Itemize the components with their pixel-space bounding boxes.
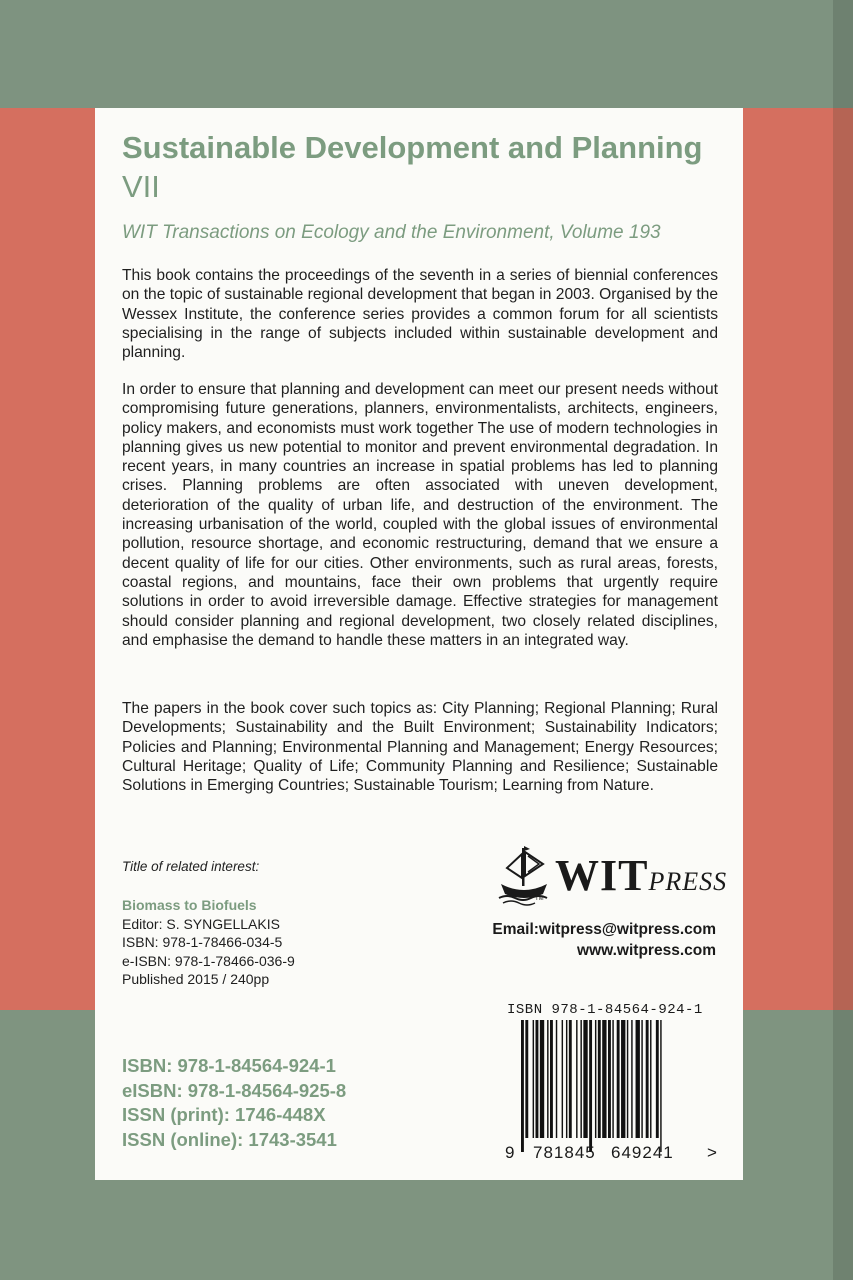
barcode-bar: [608, 1020, 611, 1138]
related-isbn: ISBN: 978-1-78466-034-5: [122, 934, 283, 950]
isbn-barcode: [493, 1002, 725, 1174]
barcode-bar: [533, 1020, 534, 1138]
barcode-bar: [589, 1020, 592, 1152]
barcode-bar: [547, 1020, 548, 1138]
publisher-website: www.witpress.com: [577, 941, 716, 959]
barcode-bar: [617, 1020, 620, 1138]
related-book-title: Biomass to Biofuels: [122, 897, 257, 913]
barcode-bar: [641, 1020, 642, 1138]
barcode-bar: [612, 1020, 613, 1138]
barcode-bar: [621, 1020, 625, 1138]
barcode-bar: [650, 1020, 651, 1138]
barcode-bars: [521, 1020, 697, 1152]
barcode-bar: [550, 1020, 553, 1138]
spine-edge: [833, 0, 853, 1280]
barcode-bar: [566, 1020, 567, 1138]
related-title-block: [122, 896, 295, 989]
barcode-bar: [627, 1020, 628, 1138]
barcode-bar: [525, 1020, 528, 1138]
barcode-bar: [598, 1020, 601, 1138]
description-paragraph-1: This book contains the proceedings of the seventh in a series of biennial conferences on the topic of sustainable regional development that began in 2003. Organised by the Wessex Institute, the conference series provides a common forum for all scientists specialising in the range of subjects included within sustainable development and planning.: [122, 267, 718, 362]
book-isbn: ISBN: 978-1-84564-924-1: [122, 1055, 336, 1076]
barcode-bar: [656, 1020, 659, 1138]
barcode-bar: [569, 1020, 572, 1138]
barcode-quiet-mark: >: [707, 1143, 717, 1162]
barcode-bar: [646, 1020, 649, 1138]
barcode-bar: [562, 1020, 563, 1138]
logo-press: PRESS: [648, 867, 728, 896]
publisher-email: Email:witpress@witpress.com: [492, 921, 716, 938]
book-issn-online: ISSN (online): 1743-3541: [122, 1128, 337, 1150]
barcode-bar: [540, 1020, 544, 1138]
barcode-bar: [636, 1020, 640, 1138]
related-editor: Editor: S. SYNGELLAKIS: [122, 915, 280, 932]
ship-icon: [495, 844, 553, 906]
book-subtitle: WIT Transactions on Ecology and the Environment, Volume 193: [122, 222, 661, 243]
barcode-digits-left: 781845: [533, 1143, 596, 1162]
back-cover-panel: [95, 108, 743, 1180]
logo-wordmark: [555, 850, 727, 901]
barcode-bar: [556, 1020, 557, 1138]
book-eisbn: eISBN: 978-1-84564-925-8: [122, 1079, 347, 1101]
barcode-bar: [631, 1020, 632, 1138]
related-eisbn: e-ISBN: 978-1-78466-036-9: [122, 952, 295, 969]
barcode-bar: [595, 1020, 596, 1138]
barcode-bar: [583, 1020, 587, 1138]
barcode-digits-right: 649241: [611, 1143, 674, 1162]
book-title: [122, 128, 722, 206]
description-paragraph-2: In order to ensure that planning and development can meet our present needs without compromising future generations, planners, environmentalists, architects, engineers, policy makers, and economists must work together The use of modern technologies in planning gives us new potential to monitor and prevent environmental degradation. In recent years, in many countries an increase in spatial problems has led to planning crises. Planning problems are often associated with uneven development, deterioration of the quality of urban life, and destruction of the environment. The increasing urbanisation of the world, coupled with the global issues of environmental pollution, resource shortage, and economic restructuring, demand that we ensure a decent quality of life for our cities. Other environments, such as rural areas, forests, coastal regions, and mountains, face their own problems that urgently require solutions in order to avoid irreversible damage. Effective strategies for management should consider planning and regional development, two closely related disciplines, and emphasise the demand to handle these matters in an integrated way.: [122, 381, 718, 649]
barcode-bar: [521, 1020, 524, 1152]
logo-trademark: TM: [535, 896, 544, 902]
barcode-bar: [576, 1020, 577, 1138]
book-issn-print: ISSN (print): 1746-448X: [122, 1104, 326, 1125]
barcode-digit-first: 9: [505, 1143, 515, 1162]
cover-band-top: [0, 0, 853, 108]
witpress-logo: [495, 844, 728, 908]
related-title-heading: Title of related interest:: [122, 859, 260, 874]
barcode-bar: [536, 1020, 539, 1138]
logo-wit: WIT: [555, 851, 649, 900]
related-published: Published 2015 / 240pp: [122, 971, 270, 987]
barcode-bar: [602, 1020, 606, 1138]
book-identifiers: [122, 1054, 346, 1152]
description-paragraph-3: The papers in the book cover such topics as: City Planning; Regional Planning; Rural Developments; Sustainability and the Built Environment; Sustainability Indicators; Policies and Planning; Environmental Planning and Management; Energy Resources; Cultural Heritage; Quality of Life; Community Planning and Resilience; Sustainable Solutions in Emerging Countries; Sustainable Tourism; Learning from Nature.: [122, 700, 718, 795]
publisher-contact: [492, 920, 716, 961]
barcode-bar: [580, 1020, 581, 1138]
book-volume: VII: [122, 169, 160, 204]
barcode-bar: [660, 1020, 661, 1152]
book-title-main: Sustainable Development and Planning: [122, 130, 703, 165]
barcode-caption: ISBN 978-1-84564-924-1: [507, 1002, 703, 1018]
